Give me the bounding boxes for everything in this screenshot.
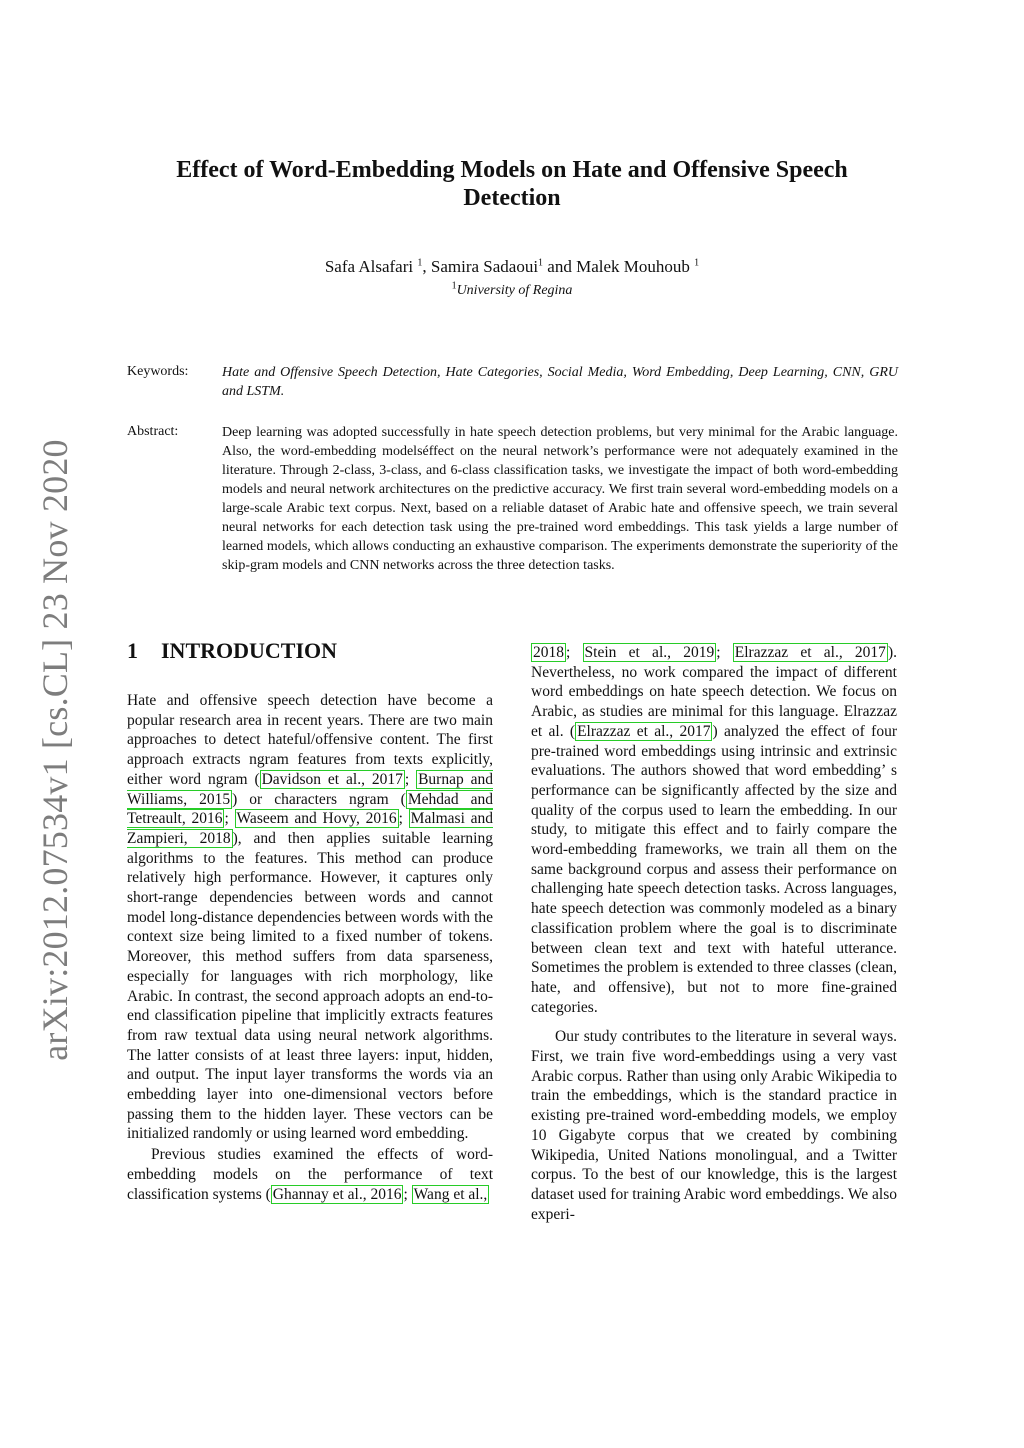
citation-link[interactable]: 2018 (533, 644, 564, 661)
affiliation-mark: 1 (451, 280, 457, 292)
author-separator: and (543, 257, 577, 276)
citation-separator: ; (404, 770, 417, 788)
paragraph (127, 691, 493, 1144)
section-title: INTRODUCTION (161, 638, 338, 663)
left-column (127, 691, 493, 1204)
citation-link[interactable]: Elrazzaz et al., 2017 (734, 644, 886, 661)
body-text: ) or characters ngram ( (232, 790, 406, 808)
arxiv-side-stamp (28, 439, 82, 1061)
citation-link[interactable]: Burnap and Williams, 2015 (127, 770, 493, 808)
arxiv-identifier: arXiv:2012.07534v1 [cs.CL] 23 Nov 2020 (35, 439, 76, 1061)
body-text: Previous studies examined the effects of word-embedding models on the performance of text classification systems ( (127, 1146, 493, 1203)
citation-link[interactable]: Waseem and Hovy, 2016 (236, 810, 397, 828)
body-text: Our study contributes to the literature in several ways. First, we train five word-embeddings using a very vast Arabic corpus. Rather than using only Arabic Wikipedia to train the embeddings, which is the standard practice in existing pre-trained word-embedding models, we employ 10 Gigabyte corpus that we created by combining Wikipedia, United Nations monolingual, and a Twitter corpus. To the best of our knowledge, this is the largest dataset used for training Arabic word embeddings. We also experi- (531, 1028, 897, 1223)
citation-link[interactable]: Malmasi and Zampieri, 2018 (127, 810, 494, 847)
citation-link[interactable]: Davidson et al., 2017 (261, 770, 403, 788)
author-separator: , (422, 257, 431, 276)
affiliation-mark: 1 (694, 257, 700, 269)
paper-title: Effect of Word-Embedding Models on Hate and Offensive Speech Detection (176, 157, 848, 211)
citation-link[interactable]: Mehdad and Tetreault, 2016 (127, 790, 493, 828)
affiliation (130, 282, 894, 300)
paragraph (531, 643, 897, 1017)
paragraph (531, 1027, 897, 1224)
body-text: ), and then applies suitable learning algorithms to the features. This method can produce relatively high performance. However, it captures only short-range dependencies between words and cannot model long-distance dependencies between words with the context size being limited to a fixed number of tokens. Moreover, this method suffers from data sparseness, especially for languages with rich morphology, like Arabic. In contrast, the second approach adopts an end-to-end classification pipeline that implicitly extracts features from raw textual data using neural network algorithms. The latter consists of at least three layers: input, hidden, and output. The input layer transforms the words via an embedding layer into one-dimensional vectors before passing them to the hidden layer. These vectors can be initialized randomly or using learned word embedding. (127, 829, 493, 1143)
author-name: Safa Alsafari (324, 257, 414, 276)
citation-separator: ; (566, 644, 583, 661)
body-text: ). Nevertheless, no work compared the impact of different word embeddings on hate speech detection. We focus on Arabic, as studies are minimal for this language. Elrazzaz et al. ( (531, 644, 897, 740)
citation-separator: ; (403, 1185, 412, 1203)
right-column (531, 643, 897, 1224)
citation-separator: ; (398, 810, 409, 828)
affiliation-mark: 1 (417, 257, 423, 269)
paragraph (127, 1145, 493, 1204)
citation-separator: ; (716, 644, 733, 661)
section-heading (127, 637, 337, 665)
citation-link[interactable]: Stein et al., 2019 (584, 644, 715, 661)
author-list (130, 256, 894, 278)
abstract-text: Deep learning was adopted successfully in hate speech detection problems, but very minimal for the Arabic language. Also, the word-embedding modelséffect on the neural network’s performance were not adequately examined in the literature. Through 2-class, 3-class, and 6-class classification tasks, we investigate the impact of both word-embedding models and neural network architectures on the predictive accuracy. We first train several word-embedding models on a large-scale Arabic text corpus. Next, based on a reliable dataset of Arabic hate and offensive speech, we train several neural networks for each detection task using the pre-trained word embeddings. This task yields a large number of learned models, which allows conducting an exhaustive comparison. The experiments demonstrate the superiority of the skip-gram models and CNN networks across the three detection tasks. (222, 425, 898, 573)
keywords-text: Hate and Offensive Speech Detection, Hate Categories, Social Media, Word Embedding, Deep Learning, CNN, GRU and LSTM. (222, 365, 898, 399)
body-text: Hate and offensive speech detection have become a popular research area in recent years. There are two main approaches to detect hateful/offensive content. The first approach extracts ngram features from texts explicitly, either word ngram ( (127, 692, 493, 788)
keywords-label: Keywords: (127, 364, 189, 379)
citation-link[interactable]: Wang et al., (413, 1185, 488, 1203)
body-text: ) analyzed the effect of four pre-trained word embeddings using intrinsic and extrinsic evaluations. The authors showed that word embedding’ s performance can be significantly affected by the size and quality of the corpus used to learn the embedding. In our study, to mitigate this effect and to fairly compare the word-embedding frameworks, we train all them on the same background corpus and assess their performance on challenging hate speech detection tasks. Across languages, hate speech detection was commonly modeled as a binary classification problem where the goal is to discriminate between clean text and text with hateful utterance. Sometimes the problem is extended to three classes (clean, hate, and offensive), but not to more fine-grained categories. (531, 722, 897, 1016)
section-number: 1 (127, 638, 138, 663)
author-name: Malek Mouhoub (576, 257, 690, 276)
abstract-label: Abstract: (127, 424, 179, 439)
citation-link[interactable]: Elrazzaz et al., 2017 (577, 722, 711, 740)
affiliation-name: University of Regina (456, 283, 573, 298)
citation-separator: ; (224, 810, 235, 828)
citation-link[interactable]: Ghannay et al., 2016 (272, 1185, 402, 1203)
author-name: Samira Sadaoui (430, 257, 539, 276)
affiliation-mark: 1 (538, 257, 544, 269)
